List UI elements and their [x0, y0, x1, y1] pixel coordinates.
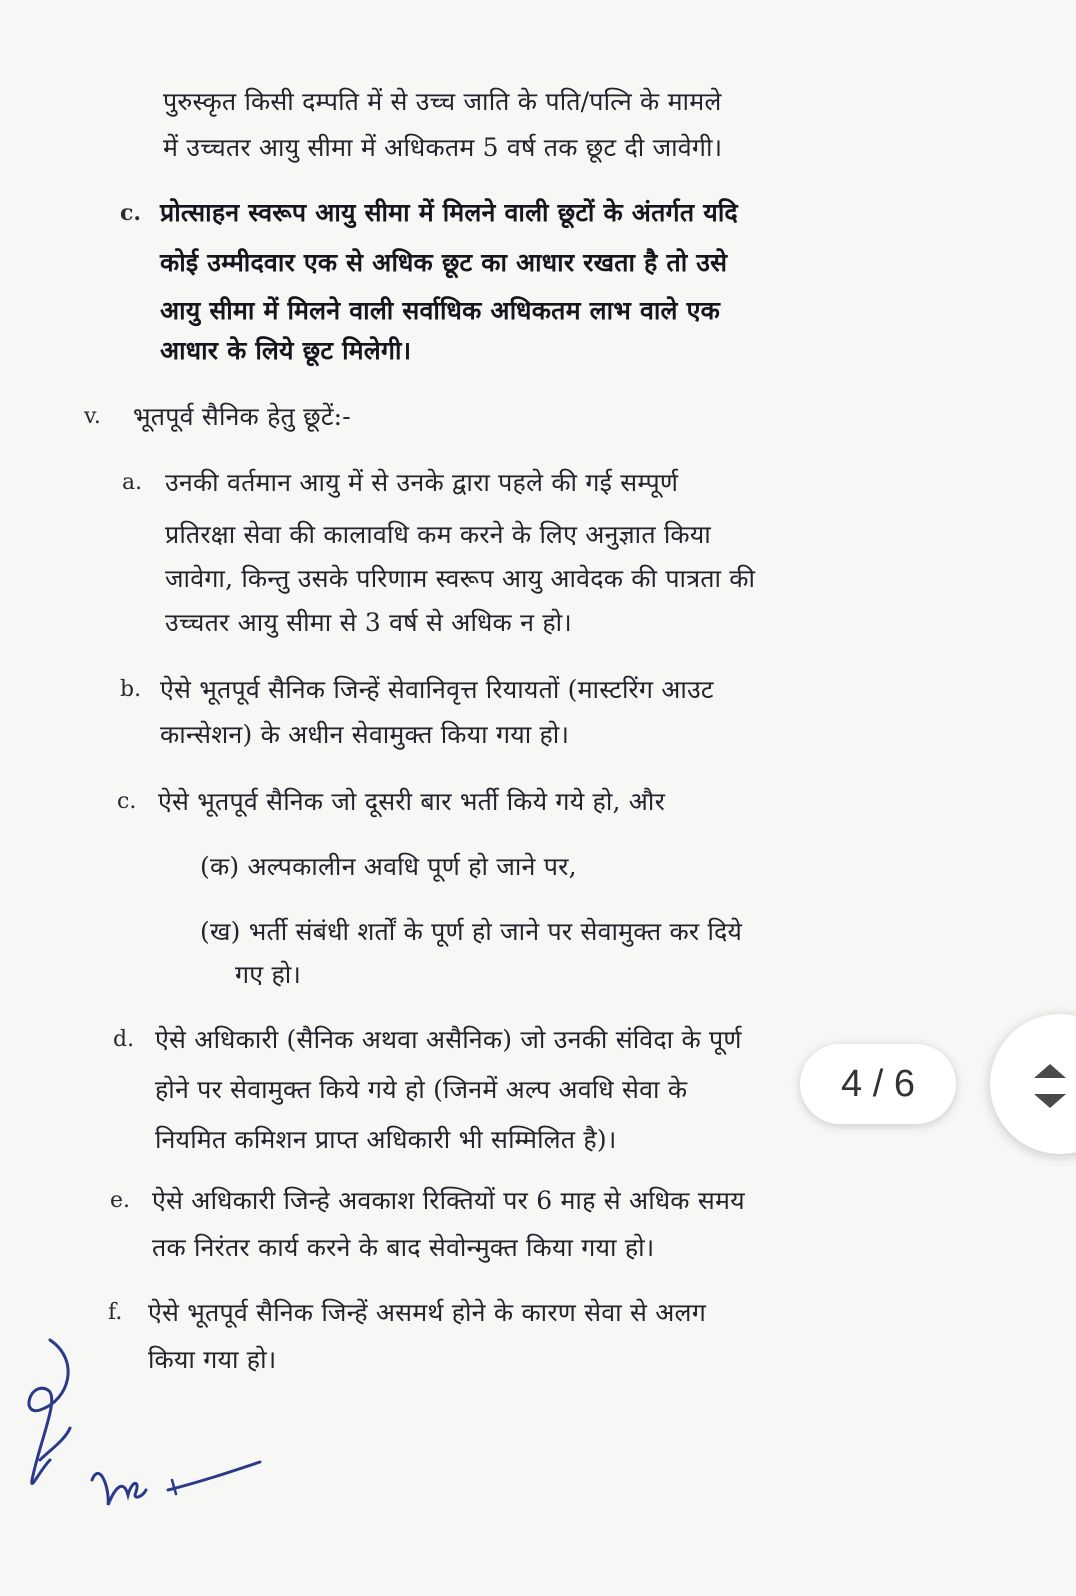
list-marker: f.: [108, 1300, 123, 1325]
sub-item-line: (ख) भर्ती संबंधी शर्तों के पूर्ण हो जाने पर सेवामुक्त कर दिये: [200, 917, 743, 946]
paragraph-line: उच्चतर आयु सीमा से 3 वर्ष से अधिक न हो।: [165, 608, 572, 637]
list-marker: c.: [120, 200, 142, 226]
section-heading: भूतपूर्व सैनिक हेतु छूटें:-: [133, 402, 351, 431]
paragraph-line: ऐसे भूतपूर्व सैनिक जो दूसरी बार भर्ती किये गये हो, और: [158, 787, 665, 816]
list-marker: e.: [110, 1188, 131, 1213]
paragraph-line: जावेगा, किन्तु उसके परिणाम स्वरूप आयु आवेदक की पात्रता की: [165, 564, 756, 593]
page-indicator: [800, 1044, 956, 1124]
paragraph-line: आधार के लिये छूट मिलेगी।: [160, 336, 412, 365]
paragraph-line: ऐसे भूतपूर्व सैनिक जिन्हें असमर्थ होने के कारण सेवा से अलग: [148, 1298, 706, 1327]
chevron-up-icon[interactable]: [1030, 1060, 1070, 1080]
list-marker: d.: [113, 1027, 135, 1052]
paragraph-line: तक निरंतर कार्य करने के बाद सेवोन्मुक्त किया गया हो।: [152, 1233, 655, 1262]
sub-item-line: (क) अल्पकालीन अवधि पूर्ण हो जाने पर,: [200, 852, 577, 881]
list-marker: b.: [120, 677, 142, 702]
list-marker: c.: [117, 789, 137, 814]
section-marker: v.: [84, 404, 101, 429]
paragraph-line: ऐसे भूतपूर्व सैनिक जिन्हें सेवानिवृत्त रियायतों (मास्टरिंग आउट: [160, 675, 714, 704]
paragraph-line: पुरुस्कृत किसी दम्पति में से उच्च जाति के पति/पत्नि के मामले: [163, 87, 722, 116]
list-marker: a.: [122, 470, 143, 495]
paragraph-line: आयु सीमा में मिलने वाली सर्वाधिक अधिकतम लाभ वाले एक: [160, 296, 721, 325]
sub-item-line: गए हो।: [235, 960, 302, 989]
paragraph-line: ऐसे अधिकारी जिन्हे अवकाश रिक्तियों पर 6 माह से अधिक समय: [152, 1186, 745, 1215]
paragraph-line: कान्सेशन) के अधीन सेवामुक्त किया गया हो।: [160, 720, 570, 749]
page-indicator-text: 4 / 6: [841, 1062, 915, 1105]
paragraph-line: ऐसे अधिकारी (सैनिक अथवा असैनिक) जो उनकी संविदा के पूर्ण: [155, 1025, 742, 1054]
paragraph-line: होने पर सेवामुक्त किये गये हो (जिनमें अल्प अवधि सेवा के: [155, 1075, 688, 1104]
paragraph-line: कोई उम्मीदवार एक से अधिक छूट का आधार रखता है तो उसे: [160, 248, 728, 277]
paragraph-line: उनकी वर्तमान आयु में से उनके द्वारा पहले की गई सम्पूर्ण: [165, 468, 679, 497]
paragraph-line: प्रतिरक्षा सेवा की कालावधि कम करने के लिए अनुज्ञात किया: [165, 520, 711, 549]
handwritten-signature: [80, 1450, 280, 1530]
paragraph-line: प्रोत्साहन स्वरूप आयु सीमा में मिलने वाली छूटों के अंतर्गत यदि: [160, 198, 738, 227]
chevron-down-icon[interactable]: [1030, 1092, 1070, 1112]
paragraph-line: किया गया हो।: [148, 1345, 277, 1374]
paragraph-line: में उच्चतर आयु सीमा में अधिकतम 5 वर्ष तक छूट दी जावेगी।: [163, 133, 723, 162]
paragraph-line: नियमित कमिशन प्राप्त अधिकारी भी सम्मिलित है)।: [155, 1125, 617, 1154]
